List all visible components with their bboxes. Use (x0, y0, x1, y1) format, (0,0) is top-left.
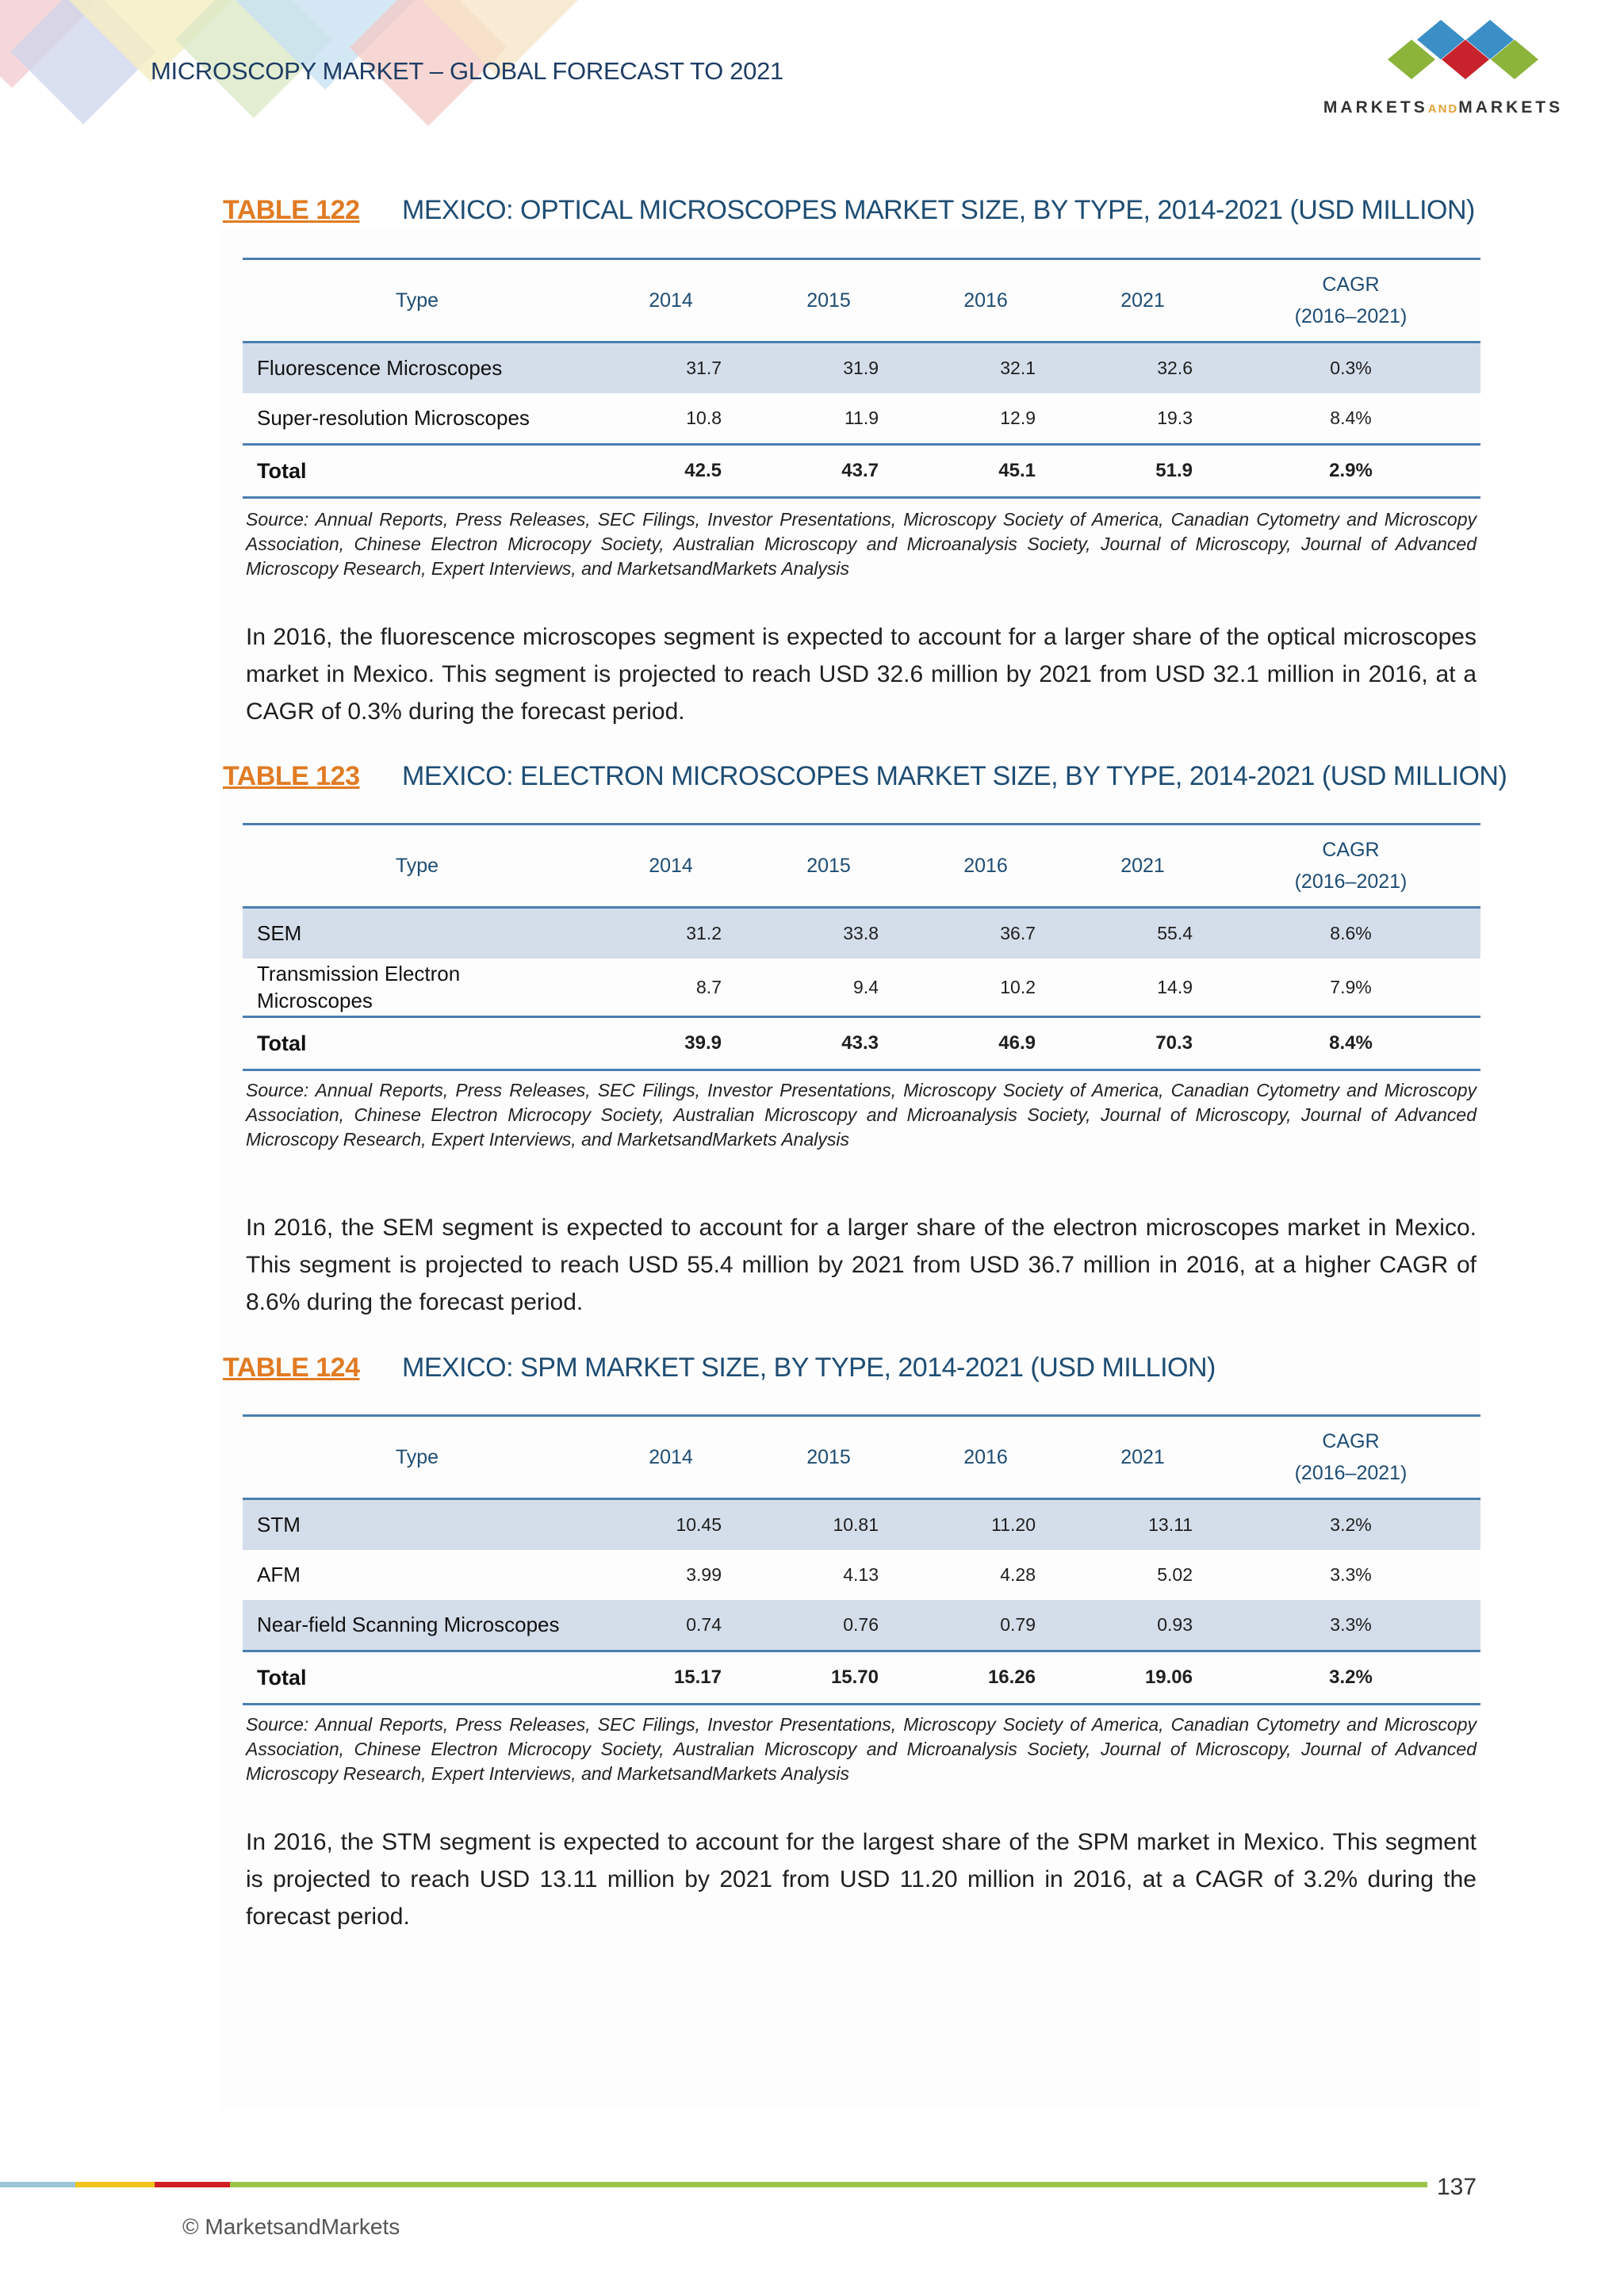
col-2015: 2015 (750, 1416, 907, 1499)
page-number: 137 (1437, 2174, 1477, 2200)
table-row: Near-field Scanning Microscopes 0.74 0.76 0.79 0.93 3.3% (243, 1600, 1480, 1651)
table-123-source: Source: Annual Reports, Press Releases, SEC Filings, Investor Presentations, Microscopy Society of America, Canadian Cytometry and Microscopy Association, Chinese Electron Microcopy Society, Australian Microscopy and Microanalysis Society, Journal of Microscopy, Journal of Advanced Microscopy Research, Expert Interviews, and MarketsandMarkets Analysis (246, 1080, 1477, 1150)
table-total-row: Total 39.9 43.3 46.9 70.3 8.4% (243, 1017, 1480, 1070)
table-124-heading (223, 1353, 1216, 1383)
col-2016: 2016 (907, 259, 1064, 342)
table-122-label[interactable]: TABLE 122 (223, 195, 360, 225)
table-122-heading (223, 195, 1475, 226)
table-122-source: Source: Annual Reports, Press Releases, SEC Filings, Investor Presentations, Microscopy Society of America, Canadian Cytometry and Microscopy Association, Chinese Electron Microcopy Society, Australian Microscopy and Microanalysis Society, Journal of Microscopy, Journal of Advanced Microscopy Research, Expert Interviews, and MarketsandMarkets Analysis (246, 509, 1477, 579)
table-123-heading (223, 761, 1507, 792)
table-124-source: Source: Annual Reports, Press Releases, SEC Filings, Investor Presentations, Microscopy Society of America, Canadian Cytometry and Microscopy Association, Chinese Electron Microcopy Society, Australian Microscopy and Microanalysis Society, Journal of Microscopy, Journal of Advanced Microscopy Research, Expert Interviews, and MarketsandMarkets Analysis (246, 1714, 1477, 1784)
table-header-row (243, 259, 1480, 342)
col-2015: 2015 (750, 259, 907, 342)
col-2016: 2016 (907, 825, 1064, 908)
paragraph-electron: In 2016, the SEM segment is expected to account for a larger share of the electron microscopes market in Mexico. This segment is projected to reach USD 55.4 million by 2021 from USD 36.7 million in 2016, at a higher CAGR of 8.6% during the forecast period. (246, 1215, 1477, 1315)
col-2015: 2015 (750, 825, 907, 908)
col-2014: 2014 (592, 259, 750, 342)
table-row: Super-resolution Microscopes 10.8 11.9 12.9 19.3 8.4% (257, 406, 1372, 430)
paragraph-optical: In 2016, the fluorescence microscopes segment is expected to account for a larger share of the optical microscopes market in Mexico. This segment is projected to reach USD 32.6 million by 2021 from USD 32.1 million in 2016, at a CAGR of 0.3% during the forecast period. (246, 624, 1477, 725)
col-cagr: CAGR (2016–2021) (1221, 825, 1480, 908)
col-2014: 2014 (592, 825, 750, 908)
col-cagr: CAGR (2016–2021) (1221, 259, 1480, 342)
table-123-title: MEXICO: ELECTRON MICROSCOPES MARKET SIZE, BY TYPE, 2014-2021 (USD MILLION) (402, 761, 1507, 791)
table-123 (243, 823, 1480, 1071)
col-2014: 2014 (592, 1416, 750, 1499)
report-header-title: MICROSCOPY MARKET – GLOBAL FORECAST TO 2021 (151, 57, 783, 85)
col-2021: 2021 (1064, 1416, 1221, 1499)
col-type: Type (243, 259, 592, 342)
col-2016: 2016 (907, 1416, 1064, 1499)
paragraph-spm: In 2016, the STM segment is expected to account for the largest share of the SPM market in Mexico. This segment is projected to reach USD 13.11 million by 2021 from USD 11.20 million in 2016, at a CAGR of 3.2% during the forecast period. (246, 1829, 1477, 1930)
table-122 (243, 258, 1480, 499)
table-122-title: MEXICO: OPTICAL MICROSCOPES MARKET SIZE, BY TYPE, 2014-2021 (USD MILLION) (402, 195, 1475, 225)
col-type: Type (243, 825, 592, 908)
table-row: Fluorescence Microscopes 31.7 31.9 32.1 32.6 0.3% (243, 342, 1480, 394)
table-row: Transmission Electron Microscopes 8.7 9.4 10.2 14.9 7.9% (257, 962, 1372, 1012)
table-124-title: MEXICO: SPM MARKET SIZE, BY TYPE, 2014-2021 (USD MILLION) (402, 1353, 1216, 1383)
col-cagr: CAGR (2016–2021) (1221, 1416, 1480, 1499)
table-124 (243, 1414, 1480, 1705)
table-row: AFM 3.99 4.13 4.28 5.02 3.3% (257, 1563, 1372, 1586)
logo-wordmark: MARKETSANDMARKETS (1323, 98, 1564, 117)
table-123-label[interactable]: TABLE 123 (223, 761, 360, 791)
table-124-label[interactable]: TABLE 124 (223, 1353, 360, 1383)
table-header-row (243, 825, 1480, 908)
table-total-row: Total 15.17 15.70 16.26 19.06 3.2% (243, 1651, 1480, 1705)
table-row: STM 10.45 10.81 11.20 13.11 3.2% (243, 1499, 1480, 1551)
table-row: SEM 31.2 33.8 36.7 55.4 8.6% (243, 908, 1480, 959)
col-2021: 2021 (1064, 259, 1221, 342)
table-total-row: Total 42.5 43.7 45.1 51.9 2.9% (243, 445, 1480, 498)
col-type: Type (243, 1416, 592, 1499)
col-2021: 2021 (1064, 825, 1221, 908)
table-header-row (243, 1416, 1480, 1499)
copyright: © MarketsandMarkets (182, 2214, 400, 2239)
